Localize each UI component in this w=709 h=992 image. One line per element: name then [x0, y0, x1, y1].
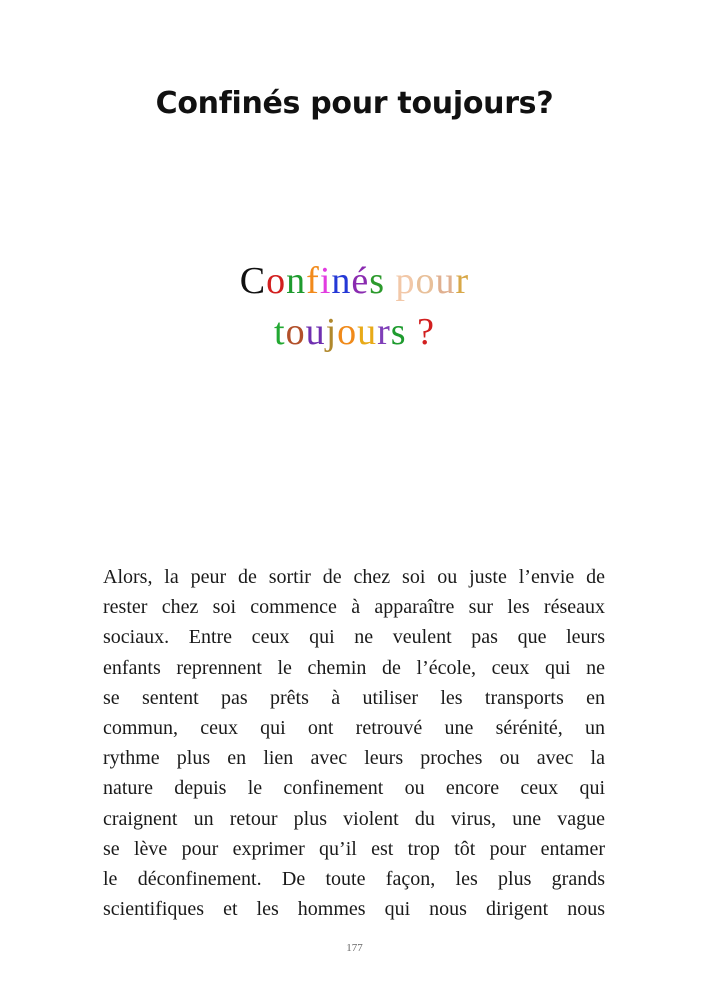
body-line: le déconfinement. De toute façon, les plus grands: [103, 868, 605, 891]
title-letter: [385, 260, 396, 302]
title-letter: r: [377, 311, 391, 353]
body-line: Alors, la peur de sortir de chez soi ou juste l’envie de: [103, 566, 605, 588]
title-letter: u: [435, 260, 456, 302]
title-letter: s: [369, 260, 386, 302]
body-line: scientifiques et les hommes qui nous dirigent nous: [103, 898, 605, 921]
body-line: rythme plus en lien avec leurs proches ou avec la: [103, 747, 605, 770]
decorative-title-line-1: [0, 256, 709, 307]
title-letter: r: [455, 260, 470, 302]
page-number: 177: [346, 942, 363, 954]
decorative-title-line-2: [0, 307, 709, 358]
title-letter: t: [274, 311, 286, 353]
body-line: commun, ceux qui ont retrouvé une sérénité, un: [103, 717, 605, 740]
title-letter: i: [319, 260, 332, 302]
title-letter: C: [239, 260, 267, 302]
title-letter: u: [357, 311, 378, 353]
title-letter: o: [415, 260, 436, 302]
title-letter: n: [286, 260, 307, 302]
title-letter: ?: [417, 311, 435, 353]
body-line: se sentent pas prêts à utiliser les transports en: [103, 686, 605, 709]
body-line: craignent un retour plus violent du virus, une vague: [103, 807, 605, 830]
body-line: sociaux. Entre ceux qui ne veulent pas que leurs: [103, 626, 605, 649]
title-letter: f: [306, 260, 320, 302]
body-line: se lève pour exprimer qu’il est trop tôt pour entamer: [103, 837, 605, 860]
body-paragraph: [103, 562, 605, 924]
title-letter: j: [325, 311, 338, 353]
title-letter: p: [395, 260, 416, 302]
title-letter: u: [305, 311, 326, 353]
page-title: Confinés pour toujours?: [155, 86, 554, 121]
body-line: nature depuis le confinement ou encore ceux qui: [103, 777, 605, 800]
title-letter: o: [337, 311, 358, 353]
title-letter: o: [266, 260, 287, 302]
body-line: rester chez soi commence à apparaître sur les réseaux: [103, 596, 605, 619]
title-letter: o: [285, 311, 306, 353]
body-line: enfants reprennent le chemin de l’école, ceux qui ne: [103, 656, 605, 679]
title-letter: n: [331, 260, 352, 302]
decorative-title: [0, 256, 709, 358]
title-letter: [407, 311, 418, 353]
title-letter: é: [351, 260, 370, 302]
title-letter: s: [390, 311, 407, 353]
